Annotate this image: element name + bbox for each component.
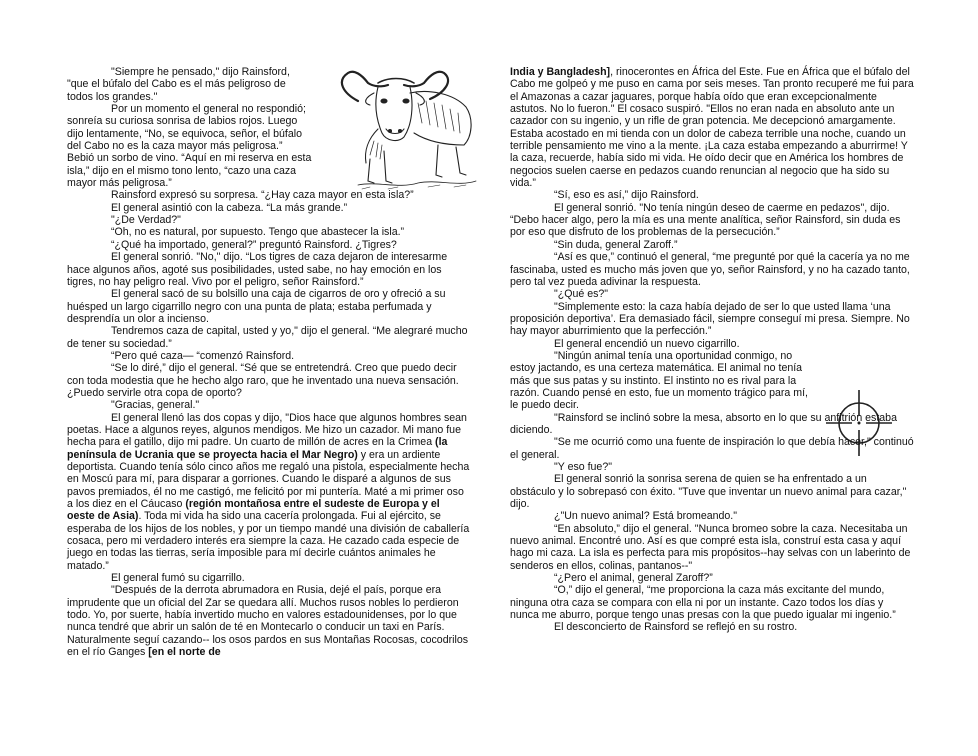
paragraph: “Pero qué caza— “comenzó Rainsford. [111,349,295,362]
paragraph: "Simplemente esto: la caza había dejado de ser lo que usted llama ‘una proposición deportiva’. Era demasiado fácil, siempre conseguí mi presa. Siempre. No hay mayor aburrimiento que la perfección.” [510,300,910,338]
gloss-crimea: (la península de Ucrania que se proyecta hacia el Mar Negro) [67,436,448,461]
paragraph: ¿"Un nuevo animal? Está bromeando." [554,510,738,523]
paragraph: El general asintió con la cabeza. “La más grande.” [111,201,348,214]
paragraph: “Oh, no es natural, por supuesto. Tengo que abastecer la isla.” [111,226,405,239]
paragraph: India y Bangladesh], rinocerontes en África del Este. Fue en África que el búfalo del Cabo me golpeó y me puso en cama por seis meses. Tan pronto recuperé me fui para el Amazonas a cazar jaguares, porque había oído que eran excepcionalmente astutos. No lo fueron." El cosaco suspiró. "Ellos no eran nada en absoluto ante un cazador con su ingenio, y un rifle de gran potencia. Me decepcionó amargamente. Estaba acostado en mi tienda con un dolor de cabeza terrible una noche, cuando un terrible pensamiento me vino a la mente. ¡La caza estaba empezando a aburrirme! Y la caza, recuerde, había sido mi vida. He oído decir que en América los hombres de negocios suelen caerse en pedazos cuando renuncian al negocio que ha sido su vida.” [510,66,914,190]
paragraph: El general fumó su cigarrillo. [111,572,245,585]
paragraph: El general encendió un nuevo cigarrillo. [554,337,740,350]
gloss-ganges: [en el norte de [148,646,221,659]
paragraph: “O,” dijo el general, “me proporciona la caza más excitante del mundo, ninguna otra caza se compara con ella ni por un instante. Cazo todos los días y nunca me aburro, porque tengo unas presas con la que puedo igualar mi ingenio.” [510,584,896,622]
paragraph: El desconcierto de Rainsford se reflejó en su rostro. [554,621,798,634]
paragraph: “Sí, eso es así,” dijo Rainsford. [554,189,699,202]
paragraph: “¿Pero el animal, general Zaroff?” [554,572,713,585]
gloss-caucaso: (región montañosa entre el sudeste de Europa y el oeste de Asia) [67,498,440,523]
paragraph: "Ningún animal tenía una oportunidad conmigo, no estoy jactando, es una certeza matemática. El animal no tenía más que sus patas y su instinto. El instinto no es rival para la razón. Cuando pensé en esto, fue un momento trágico para mí, le puedo decir. [510,349,808,412]
paragraph: El general llenó las dos copas y dijo, "Dios hace que algunos hombres sean poetas. Hace a algunos reyes, algunos mendigos. Me hizo un cazador. Mi mano fue hecha para el gatillo, dijo mi padre. Un cuarto de millón de acres en la Crimea (la península de Ucrania que se proyecta hacia el Mar Negro) y era un ardiente deportista. Cuando tenía sólo cinco años me regaló una pistola, especialmente hecha en Moscú para mí, para disparar a gorriones. Cuando le disparé a algunos de sus pavos premiados, él no me castigó, me felicitó por mi puntería. Maté a mi primer oso a los diez en el Cáucaso (región montañosa entre el sudeste de Europa y el oeste de Asia). Toda mi vida ha sido una cacería prolongada. Fui al ejército, se esperaba de los hijos de los nobles, y por un tiempo mandé una división de caballería cosaca, pero mi verdadero interés era siempre la caza. He cazado cada especie de juego en todas las tierras, sería imposible para mí decirle cuántos animales he matado.” [67,411,470,572]
paragraph: “Sin duda, general Zaroff.” [554,238,678,251]
paragraph: El general sonrió. "No," dijo. “Los tigres de caza dejaron de interesarme hace algunos años, agoté sus posibilidades, usted sabe, no hay emoción en los tigres, no hay peligro real. Vivo por el peligro, señor Rainsford.” [67,251,448,288]
paragraph: “Se lo diré,” dijo el general. “Sé que se entretendrá. Creo que puedo decir con toda modestia que he hecho algo raro, que he inventado una nueva sensación. ¿Puedo servirle otra copa de oporto? [67,362,459,399]
paragraph: “Así es que,” continuó el general, “me pregunté por qué la cacería ya no me fascinaba, usted es mucho más joven que yo, señor Rainsford, y no ha cazado tanto, pero tal vez pueda adivinar la respuesta. [510,251,910,288]
paragraph: "¿Qué es?" [554,288,609,301]
paragraph: “En absoluto,” dijo el general. "Nunca bromeo sobre la caza. Necesitaba un nuevo animal. Encontré uno. Así es que compré esta isla, construí esta casa y aquí hago mi caza. La isla es perfecta para mis propósitos--hay selvas con un laberinto de senderos en ellos, colinas, pantanos--" [510,522,911,572]
paragraph: "Después de la derrota abrumadora en Rusia, dejé el país, porque era imprudente que un oficial del Zar se quedara allí. Muchos rusos nobles lo perdieron todo. Yo, por suerte, había invertido mucho en valores estadounidenses, por lo que nunca tendré que abrir un salón de té en Montecarlo o conducir un taxi en París. Naturalmente seguí cazando-- los osos pardos en sus Montañas Rocosas, cocodrilos en el río Ganges [en el norte de [67,584,469,659]
paragraph: Rainsford expresó su sorpresa. “¿Hay caza mayor en esta isla?” [111,189,414,202]
paragraph: "Y eso fue?" [554,461,612,473]
paragraph: Por un momento el general no respondió; sonreía su curiosa sonrisa de labios rojos. Luego dijo lentamente, “No, se equivoca, señor, el búfalo del Cabo no es la caza mayor más peligrosa.” Bebió un sorbo de vino. “Aquí en mi reserva en esta isla,” dijo en el mismo tono lento, “cazo una caza mayor más peligrosa.” [67,103,312,190]
paragraph: El general sonrió la sonrisa serena de quien se ha enfrentado a un obstáculo y lo sobrepasó con éxito. "Tuve que inventar un nuevo animal para cazar," dijo. [510,473,907,511]
right-column [510,66,914,634]
paragraph: El general sonrió. "No tenía ningún deseo de caerme en pedazos", dijo. “Debo hacer algo, pero la mía es una mente analítica, señor Rainsford, sin duda es por eso que disfruto de los problemas de la persecución.” [510,201,901,239]
paragraph: “¿Qué ha importado, general?” preguntó Rainsford. ¿Tigres? [111,238,397,251]
paragraph: "Siempre he pensado," dijo Rainsford, [111,66,290,78]
paragraph: "Gracias, general." [111,399,200,412]
paragraph: Tendremos caza de capital, usted y yo," dijo el general. “Me alegraré mucho de tener su sociedad.” [67,325,468,350]
paragraph: El general sacó de su bolsillo una caja de cigarros de oro y ofreció a su huésped un largo cigarrillo negro con una punta de plata; estaba perfumada y desprendía un olor a incienso. [67,288,446,325]
paragraph: "Rainsford se inclinó sobre la mesa, absorto en lo que su anfitrión estaba diciendo. [510,411,897,436]
gloss-ganges-cont: India y Bangladesh] [510,66,611,78]
paragraph: "que el búfalo del Cabo es el más peligroso de todos los grandes." [67,78,286,103]
paragraph: "Se me ocurrió como una fuente de inspiración lo que debía hacer," continuó el general. [510,436,914,461]
paragraph: "¿De Verdad?" [111,214,181,227]
left-column [67,66,470,659]
